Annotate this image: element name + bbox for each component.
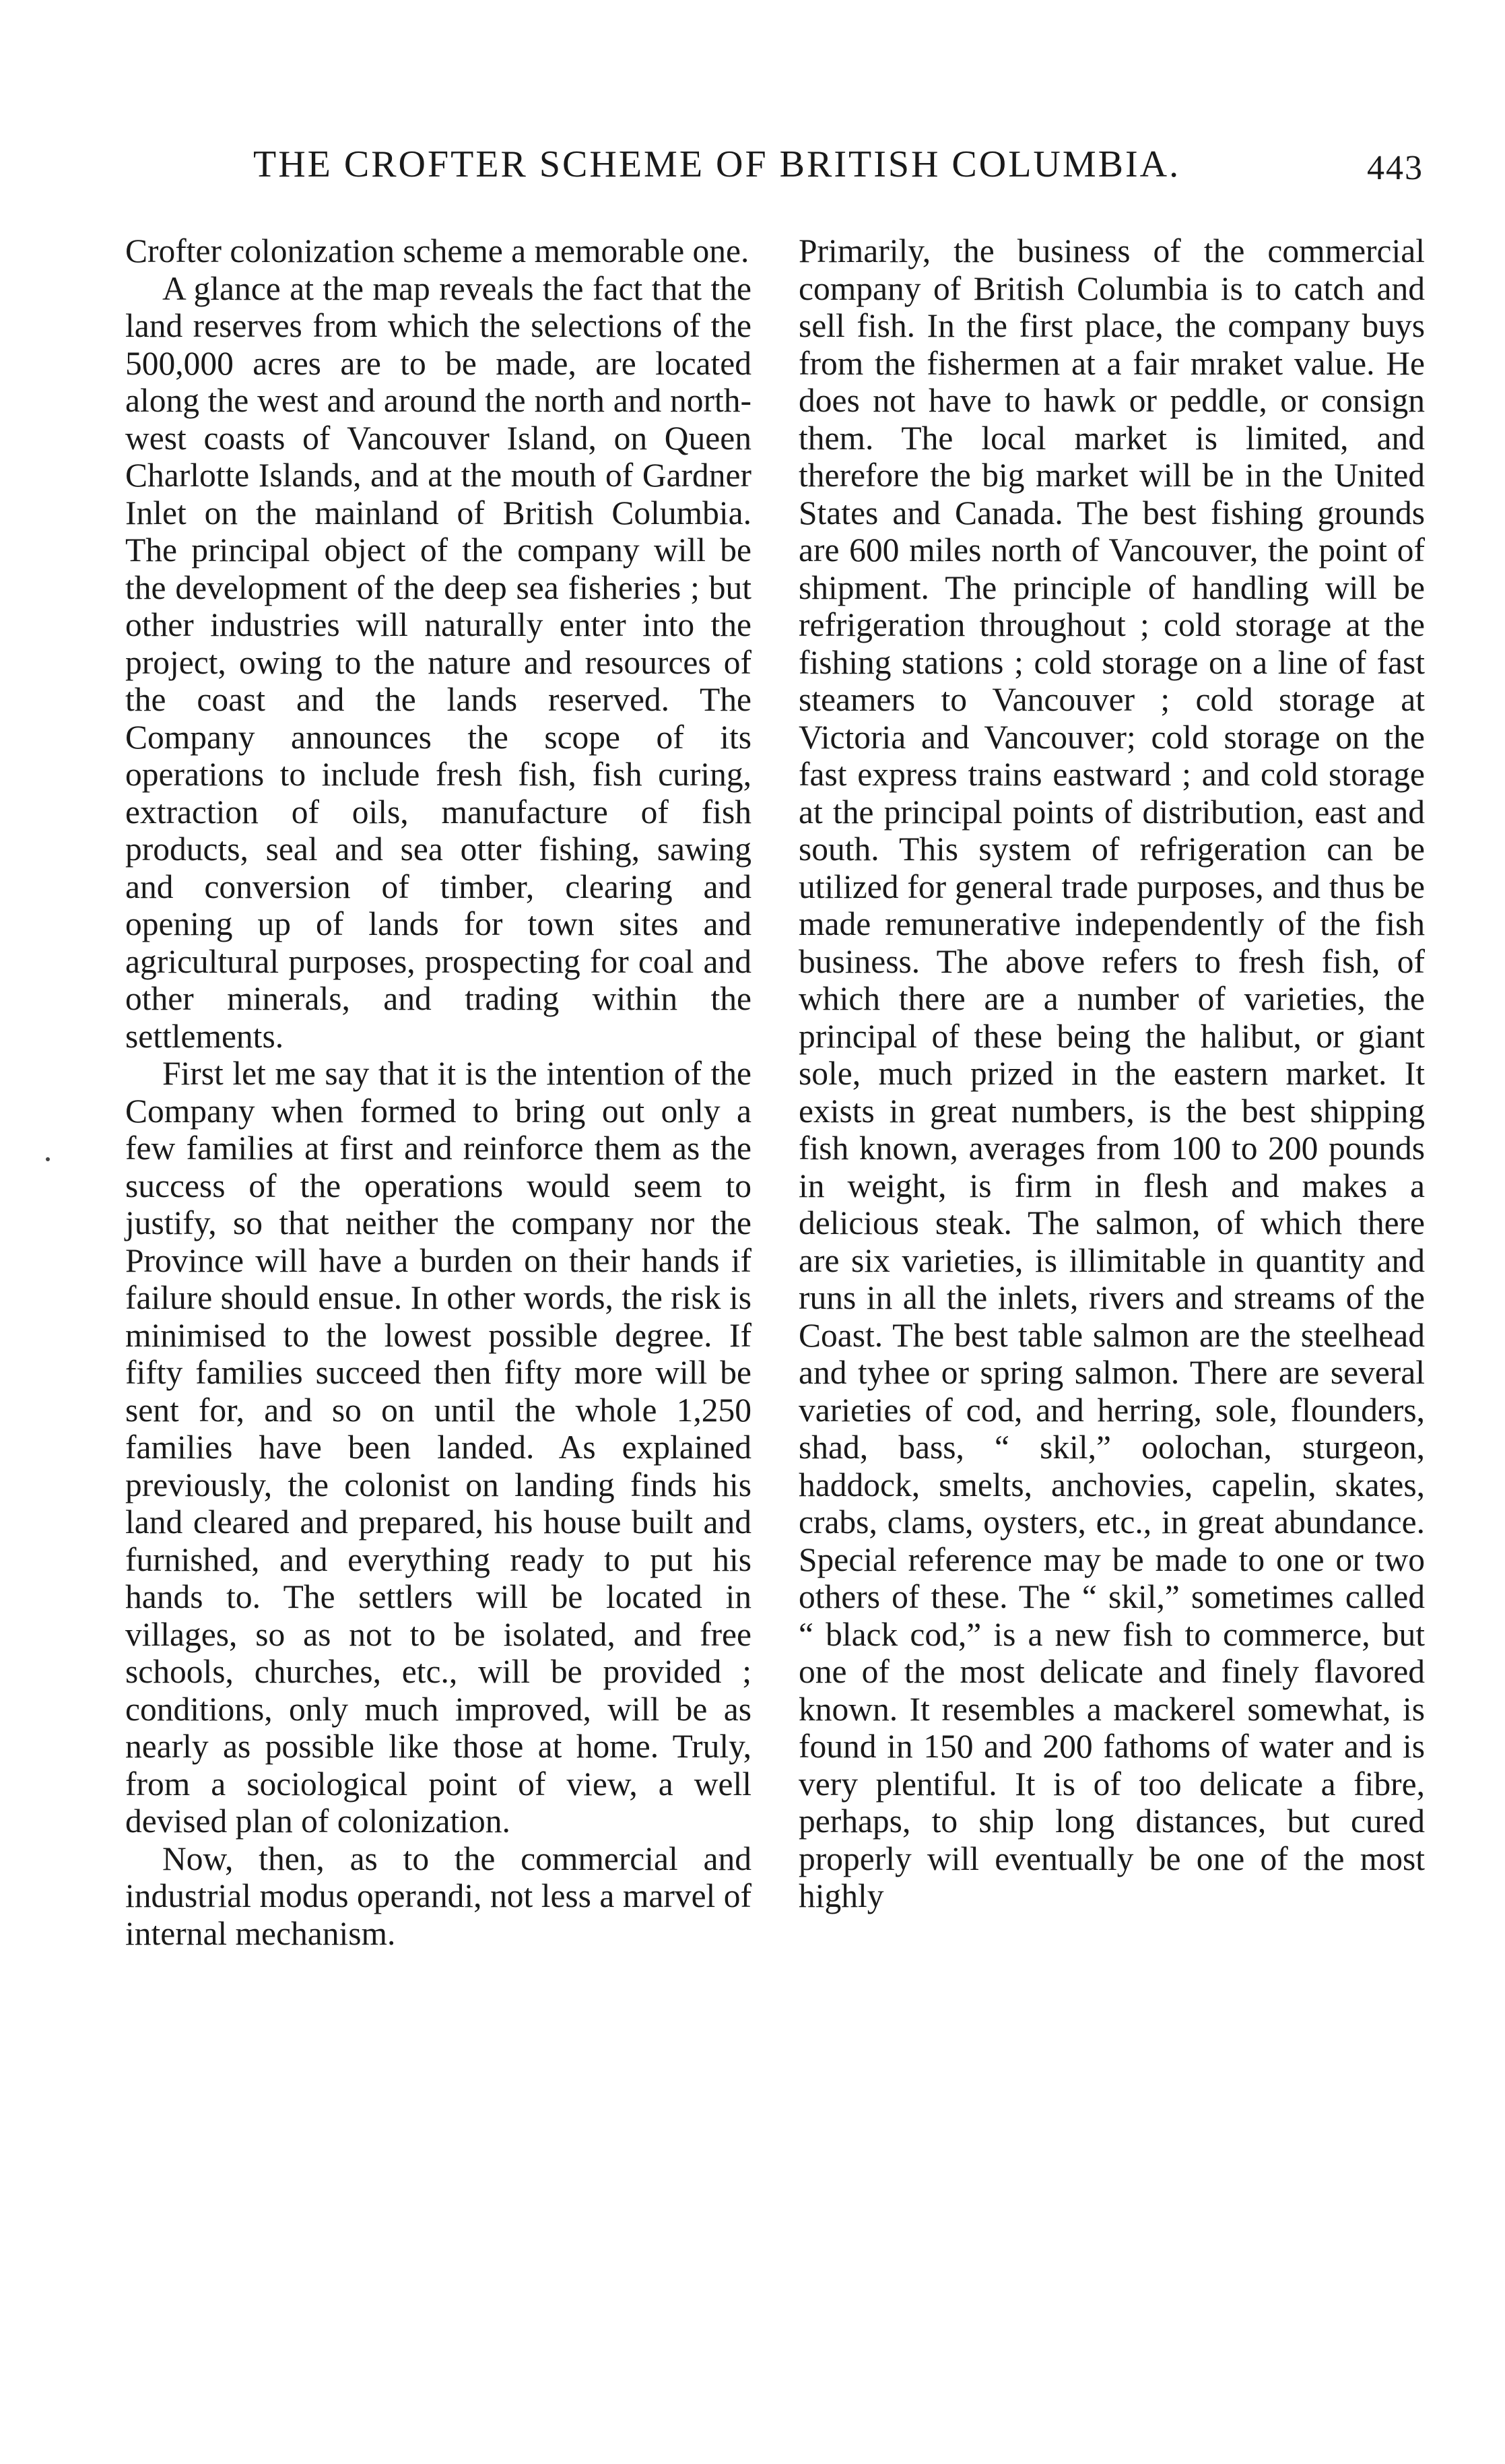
print-speck [46,1157,50,1161]
running-header [125,143,1432,190]
paragraph: Now, then, as to the commercial and industrial modus operandi, not less a marvel of internal mechanism. [125,1840,751,1952]
paragraph: A glance at the map reveals the fact that the land reserves from which the selections of the 500,000 acres are to be made, are located along the west and around the north and north-west coasts of Vancouver Island, on Queen Charlotte Islands, and at the mouth of Gardner Inlet on the mainland of British Columbia. The principal object of the company will be the development of the deep sea fisheries ; but other industries will naturally enter into the project, owing to the nature and resources of the coast and the lands reserved. The Company announces the scope of its operations to include fresh fish, fish curing, extraction of oils, manufacture of fish products, seal and sea otter fishing, sawing and conversion of timber, clearing and opening up of lands for town sites and agricultural purposes, prospecting for coal and other minerals, and trading within the settlements. [125,269,751,1055]
running-title: THE CROFTER SCHEME OF BRITISH COLUMBIA. [253,143,1181,185]
paragraph: First let me say that it is the intention of the Company when formed to bring out only a few families at first and reinforce them as the success of the operations would seem to justify, so that neither the company nor the Province will have a burden on their hands if failure should ensue. In other words, the risk is minimised to the lowest possible degree. If fifty families succeed then fifty more will be sent for, and so on until the whole 1,250 families have been landed. As explained previously, the colonist on landing finds his land cleared and prepared, his house built and furnished, and everything ready to put his hands to. The settlers will be located in villages, so as not to be isolated, and free schools, churches, etc., will be provided ; conditions, only much improved, will be as nearly as possible like those at home. Truly, from a sociological point of view, a well devised plan of colonization. [125,1055,751,1840]
right-column [799,232,1425,1915]
left-column [125,232,751,1952]
paragraph: Crofter colonization scheme a memorable one. [125,232,749,269]
page-number: 443 [1367,149,1424,187]
paragraph: Primarily, the business of the commercial company of British Columbia is to catch and sell fish. In the first place, the company buys from the fishermen at a fair mraket value. He does not have to hawk or peddle, or consign them. The local market is limited, and therefore the big market will be in the United States and Canada. The best fishing grounds are 600 miles north of Vancouver, the point of shipment. The principle of handling will be refrigeration throughout ; cold storage at the fishing stations ; cold storage on a line of fast steamers to Vancouver ; cold storage at Victoria and Vancouver; cold storage on the fast express trains eastward ; and cold storage at the principal points of distribution, east and south. This system of refrigeration can be utilized for general trade purposes, and thus be made remunerative independently of the fish business. The above refers to fresh fish, of which there are a number of varieties, the principal of these being the halibut, or giant sole, much prized in the eastern market. It exists in great numbers, is the best shipping fish known, averages from 100 to 200 pounds in weight, is firm in flesh and makes a delicious steak. The salmon, of which there are six varieties, is illimitable in quantity and runs in all the inlets, rivers and streams of the Coast. The best table salmon are the steelhead and tyhee or spring salmon. There are several varieties of cod, and herring, sole, flounders, shad, bass, “ skil,” oolochan, sturgeon, haddock, smelts, anchovies, capelin, skates, crabs, clams, oysters, etc., in great abundance. Special reference may be made to one or two others of these. The “ skil,” sometimes called “ black cod,” is a new fish to commerce, but one of the most delicate and finely flavored known. It resembles a mackerel somewhat, is found in 150 and 200 fathoms of water and is very plentiful. It is of too delicate a fibre, perhaps, to ship long distances, but cured properly will eventually be one of the most highly [799,232,1425,1914]
